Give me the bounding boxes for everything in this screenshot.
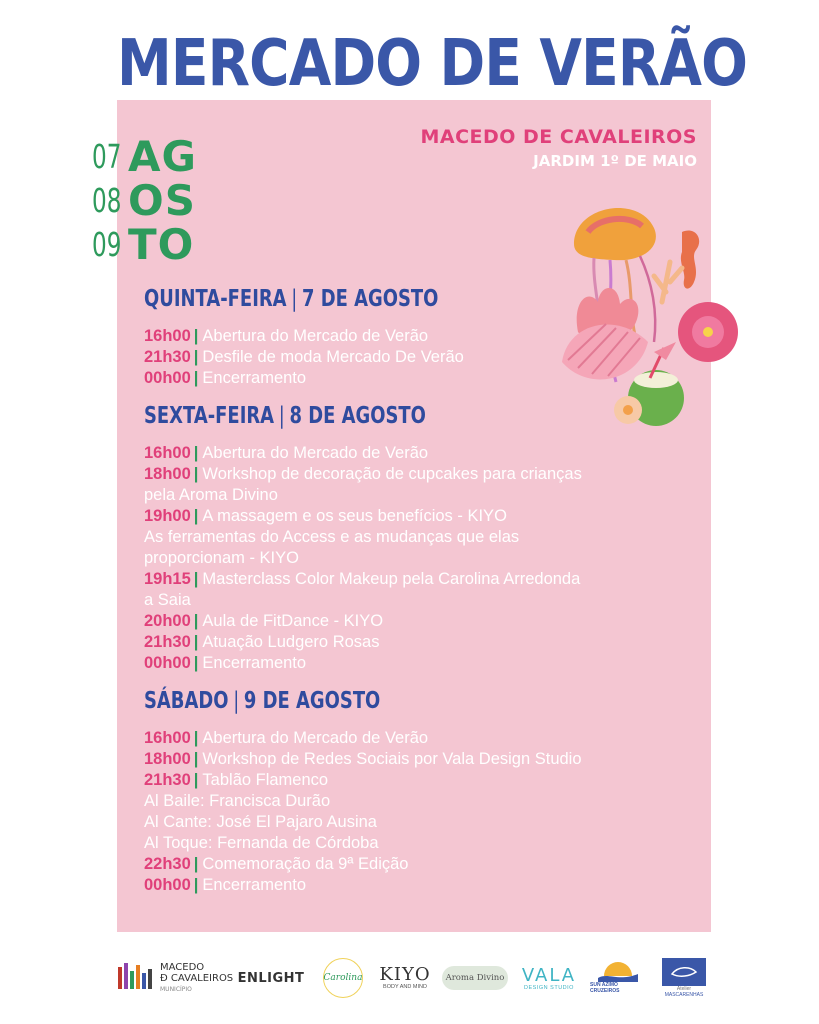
day-date-label: 7 DE AGOSTO xyxy=(301,286,439,312)
event-separator: | xyxy=(193,633,199,651)
date-month-part: OS xyxy=(128,175,196,225)
day-heading-separator: | xyxy=(233,688,240,714)
event-separator: | xyxy=(193,465,199,483)
event-row xyxy=(144,464,684,485)
enlight-logo xyxy=(237,952,305,1004)
event-separator: | xyxy=(193,444,199,462)
venue-label: JARDIM 1º DE MAIO xyxy=(533,152,697,170)
kiyo-logo xyxy=(380,952,430,1004)
event-continuation: a Saia xyxy=(144,591,191,609)
aroma-text: Aroma Divino xyxy=(445,973,505,983)
event-time: 19h15 xyxy=(144,570,191,588)
seahorse-icon xyxy=(681,231,699,289)
aroma-divino-logo xyxy=(440,952,510,1004)
day-name: SEXTA-FEIRA xyxy=(144,403,275,429)
date-day: 09 xyxy=(92,224,122,264)
day-date-label: 9 DE AGOSTO xyxy=(243,688,381,714)
event-row xyxy=(144,611,684,632)
event-description: Abertura do Mercado de Verão xyxy=(202,444,429,462)
event-time: 19h00 xyxy=(144,507,191,525)
event-separator: | xyxy=(193,507,199,525)
event-description: Tablão Flamenco xyxy=(202,771,329,789)
poster-title: MERCADO DE VERÃO xyxy=(117,27,748,101)
event-continuation: pela Aroma Divino xyxy=(144,486,278,504)
event-description: A massagem e os seus benefícios - KIYO xyxy=(202,507,507,525)
date-row xyxy=(92,175,197,225)
event-row xyxy=(144,326,684,347)
macedo-line1: MACEDO xyxy=(160,961,205,973)
date-day: 08 xyxy=(92,180,122,220)
event-description: Workshop de Redes Sociais por Vala Design Studio xyxy=(202,750,582,768)
event-separator: | xyxy=(193,855,199,873)
event-time: 00h00 xyxy=(144,654,191,672)
event-description: Encerramento xyxy=(202,654,307,672)
vala-sub: DESIGN STUDIO xyxy=(524,984,574,991)
day-heading xyxy=(144,284,565,314)
event-continuation: Al Cante: José El Pajaro Ausina xyxy=(144,813,377,831)
event-separator: | xyxy=(193,750,199,768)
day-heading-separator: | xyxy=(278,403,285,429)
day-block xyxy=(144,686,684,896)
event-row xyxy=(144,347,684,368)
day-block xyxy=(144,401,684,674)
event-separator: | xyxy=(193,612,199,630)
sun-azimo-logo xyxy=(590,952,646,1004)
event-continuation: Al Baile: Francisca Durão xyxy=(144,792,331,810)
event-time: 16h00 xyxy=(144,327,191,345)
event-time: 18h00 xyxy=(144,750,191,768)
event-description: Comemoração da 9ª Edição xyxy=(202,855,409,873)
event-continuation: proporcionam - KIYO xyxy=(144,549,299,567)
sponsor-logos xyxy=(118,952,712,1004)
macedo-line3: MUNICÍPIO xyxy=(160,985,192,993)
event-separator: | xyxy=(193,654,199,672)
event-separator: | xyxy=(193,771,199,789)
event-row xyxy=(144,632,684,653)
location-block xyxy=(420,124,697,172)
day-name: QUINTA-FEIRA xyxy=(144,286,287,312)
municipality-bars-icon xyxy=(118,961,156,995)
event-time: 00h00 xyxy=(144,876,191,894)
event-row xyxy=(144,728,684,749)
event-row xyxy=(144,368,684,389)
sun-azimo-text: SUN AZIMO CRUZEIROS xyxy=(590,982,620,994)
event-time: 18h00 xyxy=(144,465,191,483)
event-row xyxy=(144,875,684,896)
date-day: 07 xyxy=(92,136,122,176)
event-row xyxy=(144,653,684,674)
event-continuation: Al Toque: Fernanda de Córdoba xyxy=(144,834,379,852)
event-time: 21h30 xyxy=(144,633,191,651)
date-row xyxy=(92,131,197,181)
event-description: Desfile de moda Mercado De Verão xyxy=(202,348,464,366)
event-time: 20h00 xyxy=(144,612,191,630)
mascarenhas-swirl-icon xyxy=(670,964,698,980)
event-separator: | xyxy=(193,327,199,345)
event-time: 22h30 xyxy=(144,855,191,873)
schedule xyxy=(144,284,684,908)
date-month-part: AG xyxy=(128,131,197,181)
event-row xyxy=(144,569,684,590)
hibiscus-icon xyxy=(678,302,738,362)
sun-wave-icon xyxy=(598,962,638,982)
kiyo-text: KIYO xyxy=(379,964,431,985)
event-time: 16h00 xyxy=(144,444,191,462)
event-separator: | xyxy=(193,729,199,747)
event-row xyxy=(144,854,684,875)
event-description: Abertura do Mercado de Verão xyxy=(202,327,429,345)
enlight-text: ENLIGHT xyxy=(237,970,305,986)
event-time: 00h00 xyxy=(144,369,191,387)
vala-text: VALA xyxy=(521,964,577,986)
city-label: MACEDO DE CAVALEIROS xyxy=(420,126,697,148)
event-description: Masterclass Color Makeup pela Carolina Arredonda xyxy=(202,570,581,588)
macedo-cavaleiros-logo xyxy=(118,952,238,1004)
event-description: Workshop de decoração de cupcakes para crianças xyxy=(202,465,582,483)
event-row xyxy=(144,770,684,791)
event-row xyxy=(144,749,684,770)
mascarenhas-line2: MASCARENHAS xyxy=(664,992,704,998)
event-separator: | xyxy=(193,876,199,894)
event-time: 21h30 xyxy=(144,348,191,366)
day-heading xyxy=(144,686,565,716)
event-row xyxy=(144,506,684,527)
vala-logo xyxy=(516,952,582,1004)
dates-block xyxy=(92,131,197,269)
event-description: Abertura do Mercado de Verão xyxy=(202,729,429,747)
carolina-logo xyxy=(314,952,372,1004)
macedo-line2: Ð CAVALEIROS xyxy=(160,972,234,984)
kiyo-sub: BODY AND MIND xyxy=(383,984,427,990)
day-heading xyxy=(144,401,565,431)
event-description: Encerramento xyxy=(202,876,307,894)
event-time: 21h30 xyxy=(144,771,191,789)
day-date-label: 8 DE AGOSTO xyxy=(289,403,426,429)
date-row xyxy=(92,219,197,269)
event-continuation: As ferramentas do Access e as mudanças que elas xyxy=(144,528,520,546)
event-time: 16h00 xyxy=(144,729,191,747)
day-name: SÁBADO xyxy=(144,688,229,714)
event-description: Encerramento xyxy=(202,369,307,387)
day-block xyxy=(144,284,684,389)
date-month-part: TO xyxy=(128,219,195,269)
event-separator: | xyxy=(193,369,199,387)
mascarenhas-line1: Atelier xyxy=(676,986,692,992)
event-separator: | xyxy=(193,348,199,366)
atelier-mascarenhas-logo xyxy=(658,952,710,1004)
event-row xyxy=(144,443,684,464)
event-description: Aula de FitDance - KIYO xyxy=(202,612,384,630)
event-separator: | xyxy=(193,570,199,588)
event-description: Atuação Ludgero Rosas xyxy=(202,633,380,651)
day-heading-separator: | xyxy=(291,286,298,312)
carolina-text: Carolina xyxy=(323,973,363,983)
